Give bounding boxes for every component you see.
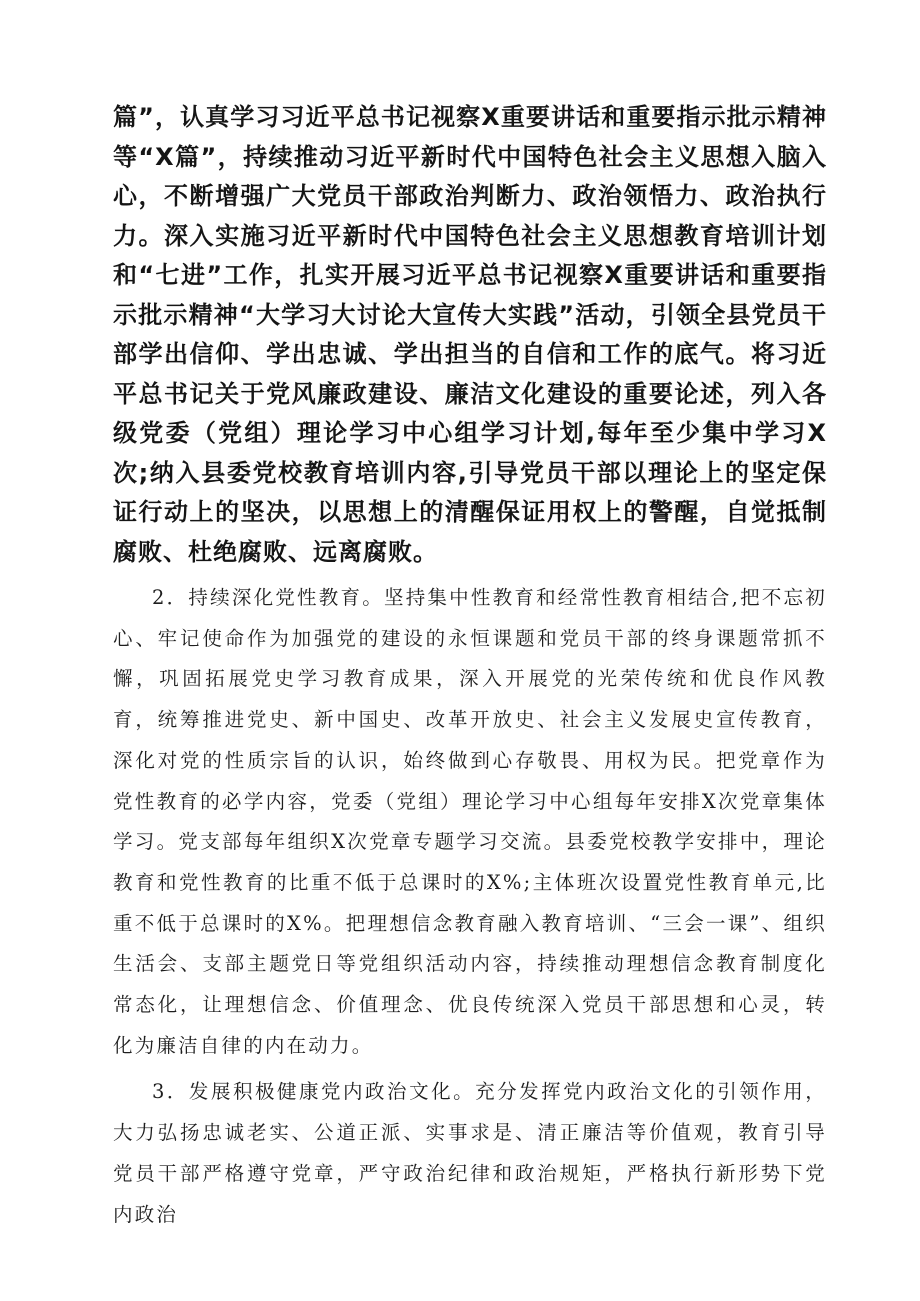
paragraph-party-spirit-education: 2．持续深化党性教育。坚持集中性教育和经常性教育相结合,把不忘初心、牢记使命作为加强党的建设的永恒课题和党员干部的终身课题常抓不懈，巩固拓展党史学习教育成果，深入开展党的光荣传统和优良作风教育，统筹推进党史、新中国史、改革开放史、社会主义发展史宣传教育，深化对党的性质宗旨的认识，始终做到心存敬畏、用权为民。把党章作为党性教育的必学内容，党委（党组）理论学习中心组每年安排X次党章集体学习。党支部每年组织X次党章专题学习交流。县委党校教学安排中，理论教育和党性教育的比重不低于总课时的X%;主体班次设置党性教育单元,比重不低于总课时的X%。把理想信念教育融入教育培训、“三会一课”、组织生活会、支部主题党日等党组织活动内容，持续推动理想信念教育制度化常态化，让理想信念、价值理念、优良传统深入党员干部思想和心灵，转化为廉洁自律的内在动力。 [113, 586, 827, 1057]
paragraph-party-political-culture: 3．发展积极健康党内政治文化。充分发挥党内政治文化的引领作用，大力弘扬忠诚老实、公道正派、实事求是、清正廉洁等价值观，教育引导党员干部严格遵守党章，严守政治纪律和政治规矩，严格执行新形势下党内政治 [113, 1080, 827, 1226]
document-body [113, 98, 827, 1235]
paragraph-theory-study: 篇”，认真学习习近平总书记视察X重要讲话和重要指示批示精神等“X篇”，持续推动习近平新时代中国特色社会主义思想入脑入心，不断增强广大党员干部政治判断力、政治领悟力、政治执行力。深入实施习近平新时代中国特色社会主义思想教育培训计划和“七进”工作，扎实开展习近平总书记视察X重要讲话和重要指示批示精神“大学习大讨论大宣传大实践”活动，引领全县党员干部学出信仰、学出忠诚、学出担当的自信和工作的底气。将习近平总书记关于党风廉政建设、廉洁文化建设的重要论述，列入各级党委（党组）理论学习中心组学习计划,每年至少集中学习X次;纳入县委党校教育培训内容,引导党员干部以理论上的坚定保证行动上的坚决，以思想上的清醒保证用权上的警醒，自觉抵制腐败、杜绝腐败、远离腐败。 [113, 103, 827, 566]
